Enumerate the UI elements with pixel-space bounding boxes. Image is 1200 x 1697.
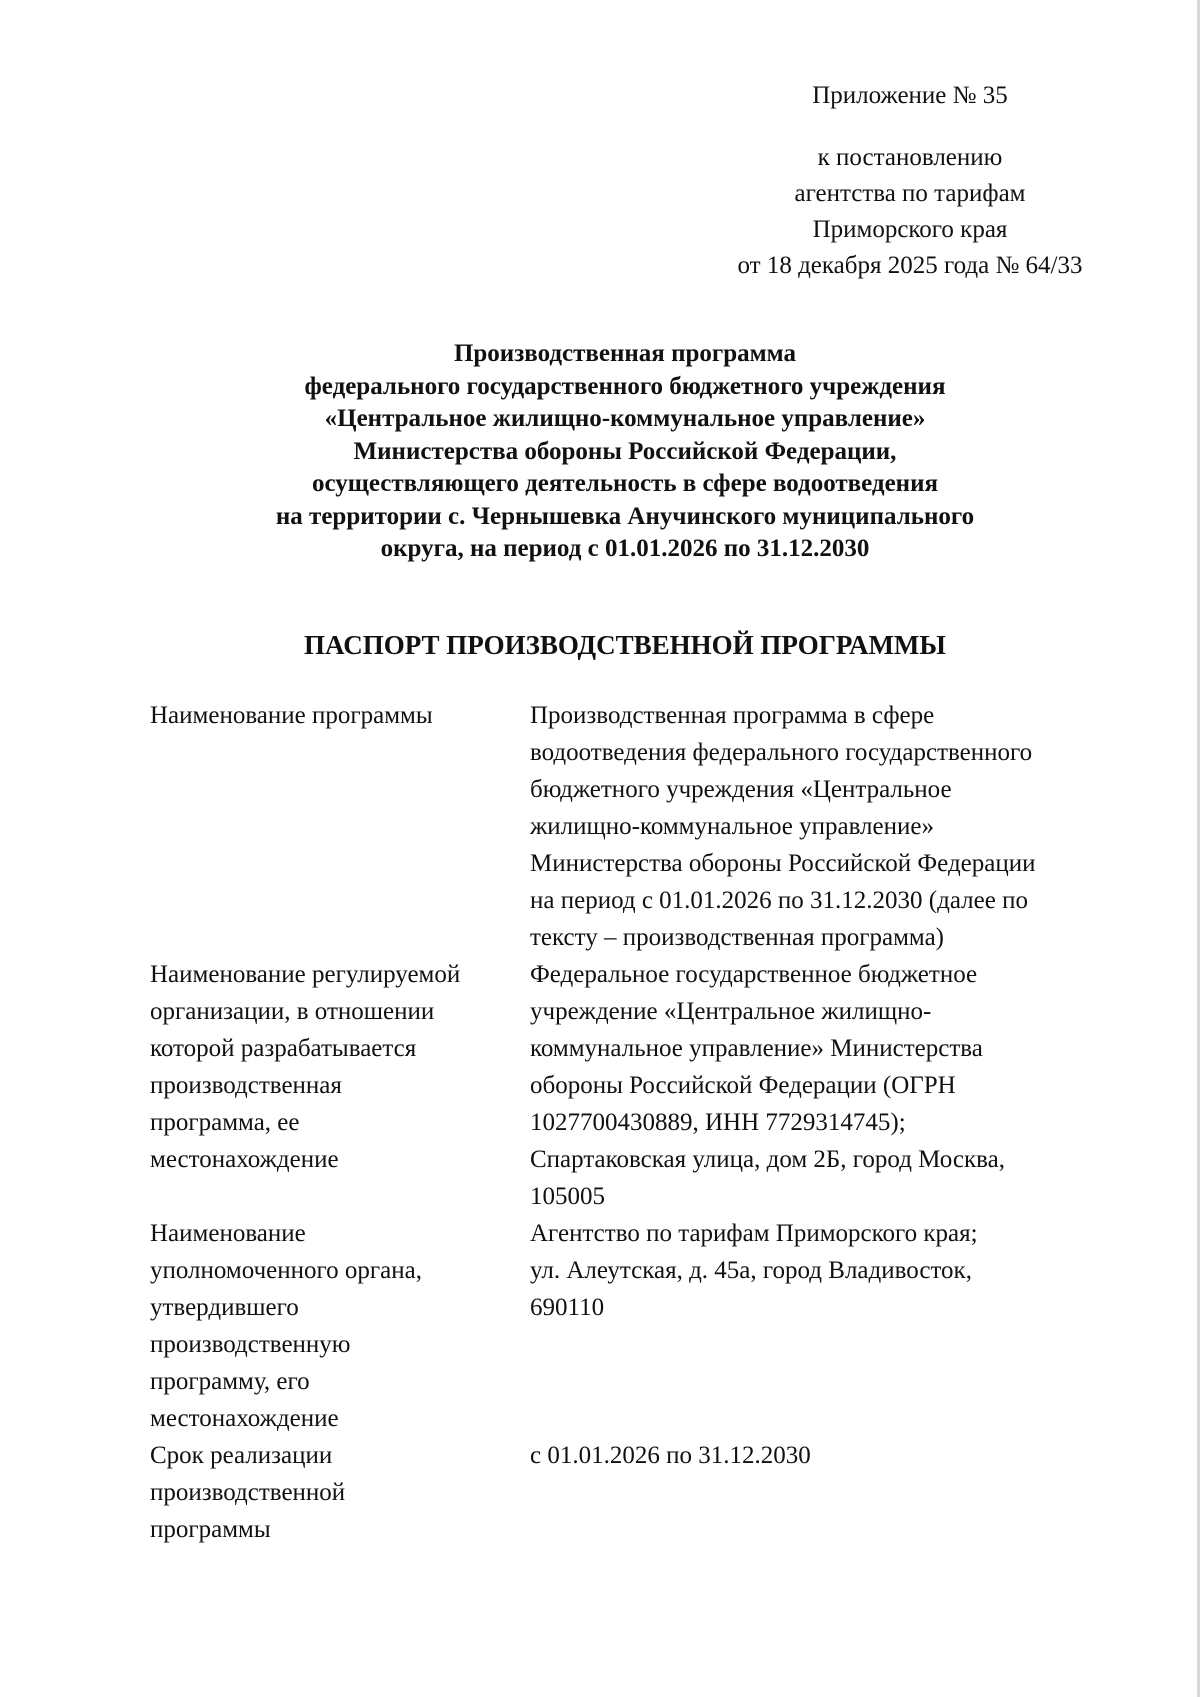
title-line: округа, на период с 01.01.2026 по 31.12.2030 — [380, 535, 870, 562]
value-line: ул. Алеутская, д. 45а, город Владивосток, — [530, 1257, 972, 1284]
title-line: на территории с. Чернышевка Анучинского муниципального — [275, 502, 975, 530]
label-line: программа, ее — [150, 1109, 300, 1136]
value-line: Спартаковская улица, дом 2Б, город Москва, — [530, 1146, 1005, 1173]
value-line: Производственная программа в сфере — [530, 702, 935, 729]
title-line: «Центральное жилищно-коммунальное управление» — [324, 405, 926, 432]
title-line: Производственная программа — [453, 340, 797, 367]
label-line: программу, его — [150, 1368, 310, 1395]
passport-label — [150, 1437, 530, 1548]
label-line: Наименование программы — [150, 702, 433, 729]
appendix-number: Приложение № 35 — [812, 82, 1008, 109]
title-line: Министерства обороны Российской Федерации, — [353, 437, 897, 465]
passport-heading: ПАСПОРТ ПРОИЗВОДСТВЕННОЙ ПРОГРАММЫ — [304, 630, 946, 660]
label-line: которой разрабатывается — [150, 1035, 417, 1062]
value-line: бюджетного учреждения «Центральное — [530, 776, 952, 803]
value-line: Федеральное государственное бюджетное — [530, 961, 978, 988]
value-line: учреждение «Центральное жилищно- — [530, 998, 932, 1025]
appendix-block — [700, 78, 1120, 284]
value-line: 105005 — [530, 1183, 605, 1210]
passport-row-term — [150, 1437, 1110, 1548]
label-line: производственная — [150, 1072, 342, 1099]
passport-row-authority — [150, 1215, 1110, 1437]
passport-value — [530, 1215, 1110, 1326]
value-line: 1027700430889, ИНН 7729314745); — [530, 1109, 906, 1136]
appendix-line: к постановлению — [817, 144, 1003, 171]
label-line: местонахождение — [150, 1405, 339, 1432]
passport-label — [150, 956, 530, 1178]
passport-table — [150, 697, 1110, 1548]
passport-value — [530, 1437, 1110, 1474]
label-line: производственной — [150, 1479, 346, 1506]
passport-row-organization — [150, 956, 1110, 1215]
value-line: Министерства обороны Российской Федерации — [530, 850, 1036, 877]
value-line: коммунальное управление» Министерства — [530, 1035, 983, 1062]
value-line: 690110 — [530, 1294, 605, 1321]
label-line: программы — [150, 1516, 271, 1543]
label-line: производственную — [150, 1331, 351, 1358]
value-line: Агентство по тарифам Приморского края; — [530, 1220, 978, 1247]
label-line: организации, в отношении — [150, 998, 435, 1025]
appendix-line: от 18 декабря 2025 года № 64/33 — [737, 252, 1083, 279]
label-line: Срок реализации — [150, 1442, 333, 1469]
title-line: осуществляющего деятельность в сфере водоотведения — [311, 470, 938, 497]
appendix-line: агентства по тарифам — [794, 180, 1026, 207]
value-line: водоотведения федерального государственного — [530, 739, 1033, 766]
label-line: утвердившего — [150, 1294, 299, 1321]
title-line: федерального государственного бюджетного учреждения — [304, 372, 946, 400]
value-line: с 01.01.2026 по 31.12.2030 — [530, 1442, 811, 1469]
value-line: на период с 01.01.2026 по 31.12.2030 (далее по — [530, 887, 1028, 914]
value-line: тексту – производственная программа) — [530, 924, 945, 951]
passport-value — [530, 956, 1110, 1215]
passport-row-program-name — [150, 697, 1110, 956]
label-line: Наименование регулируемой — [150, 961, 461, 988]
label-line: местонахождение — [150, 1146, 339, 1173]
label-line: Наименование — [150, 1220, 306, 1247]
label-line: уполномоченного органа, — [150, 1257, 422, 1284]
value-line: обороны Российской Федерации (ОГРН — [530, 1072, 956, 1099]
document-title — [150, 338, 1100, 566]
passport-label — [150, 697, 530, 734]
passport-value — [530, 697, 1110, 956]
passport-label — [150, 1215, 530, 1437]
appendix-line: Приморского края — [812, 216, 1008, 243]
value-line: жилищно-коммунальное управление» — [530, 813, 934, 840]
